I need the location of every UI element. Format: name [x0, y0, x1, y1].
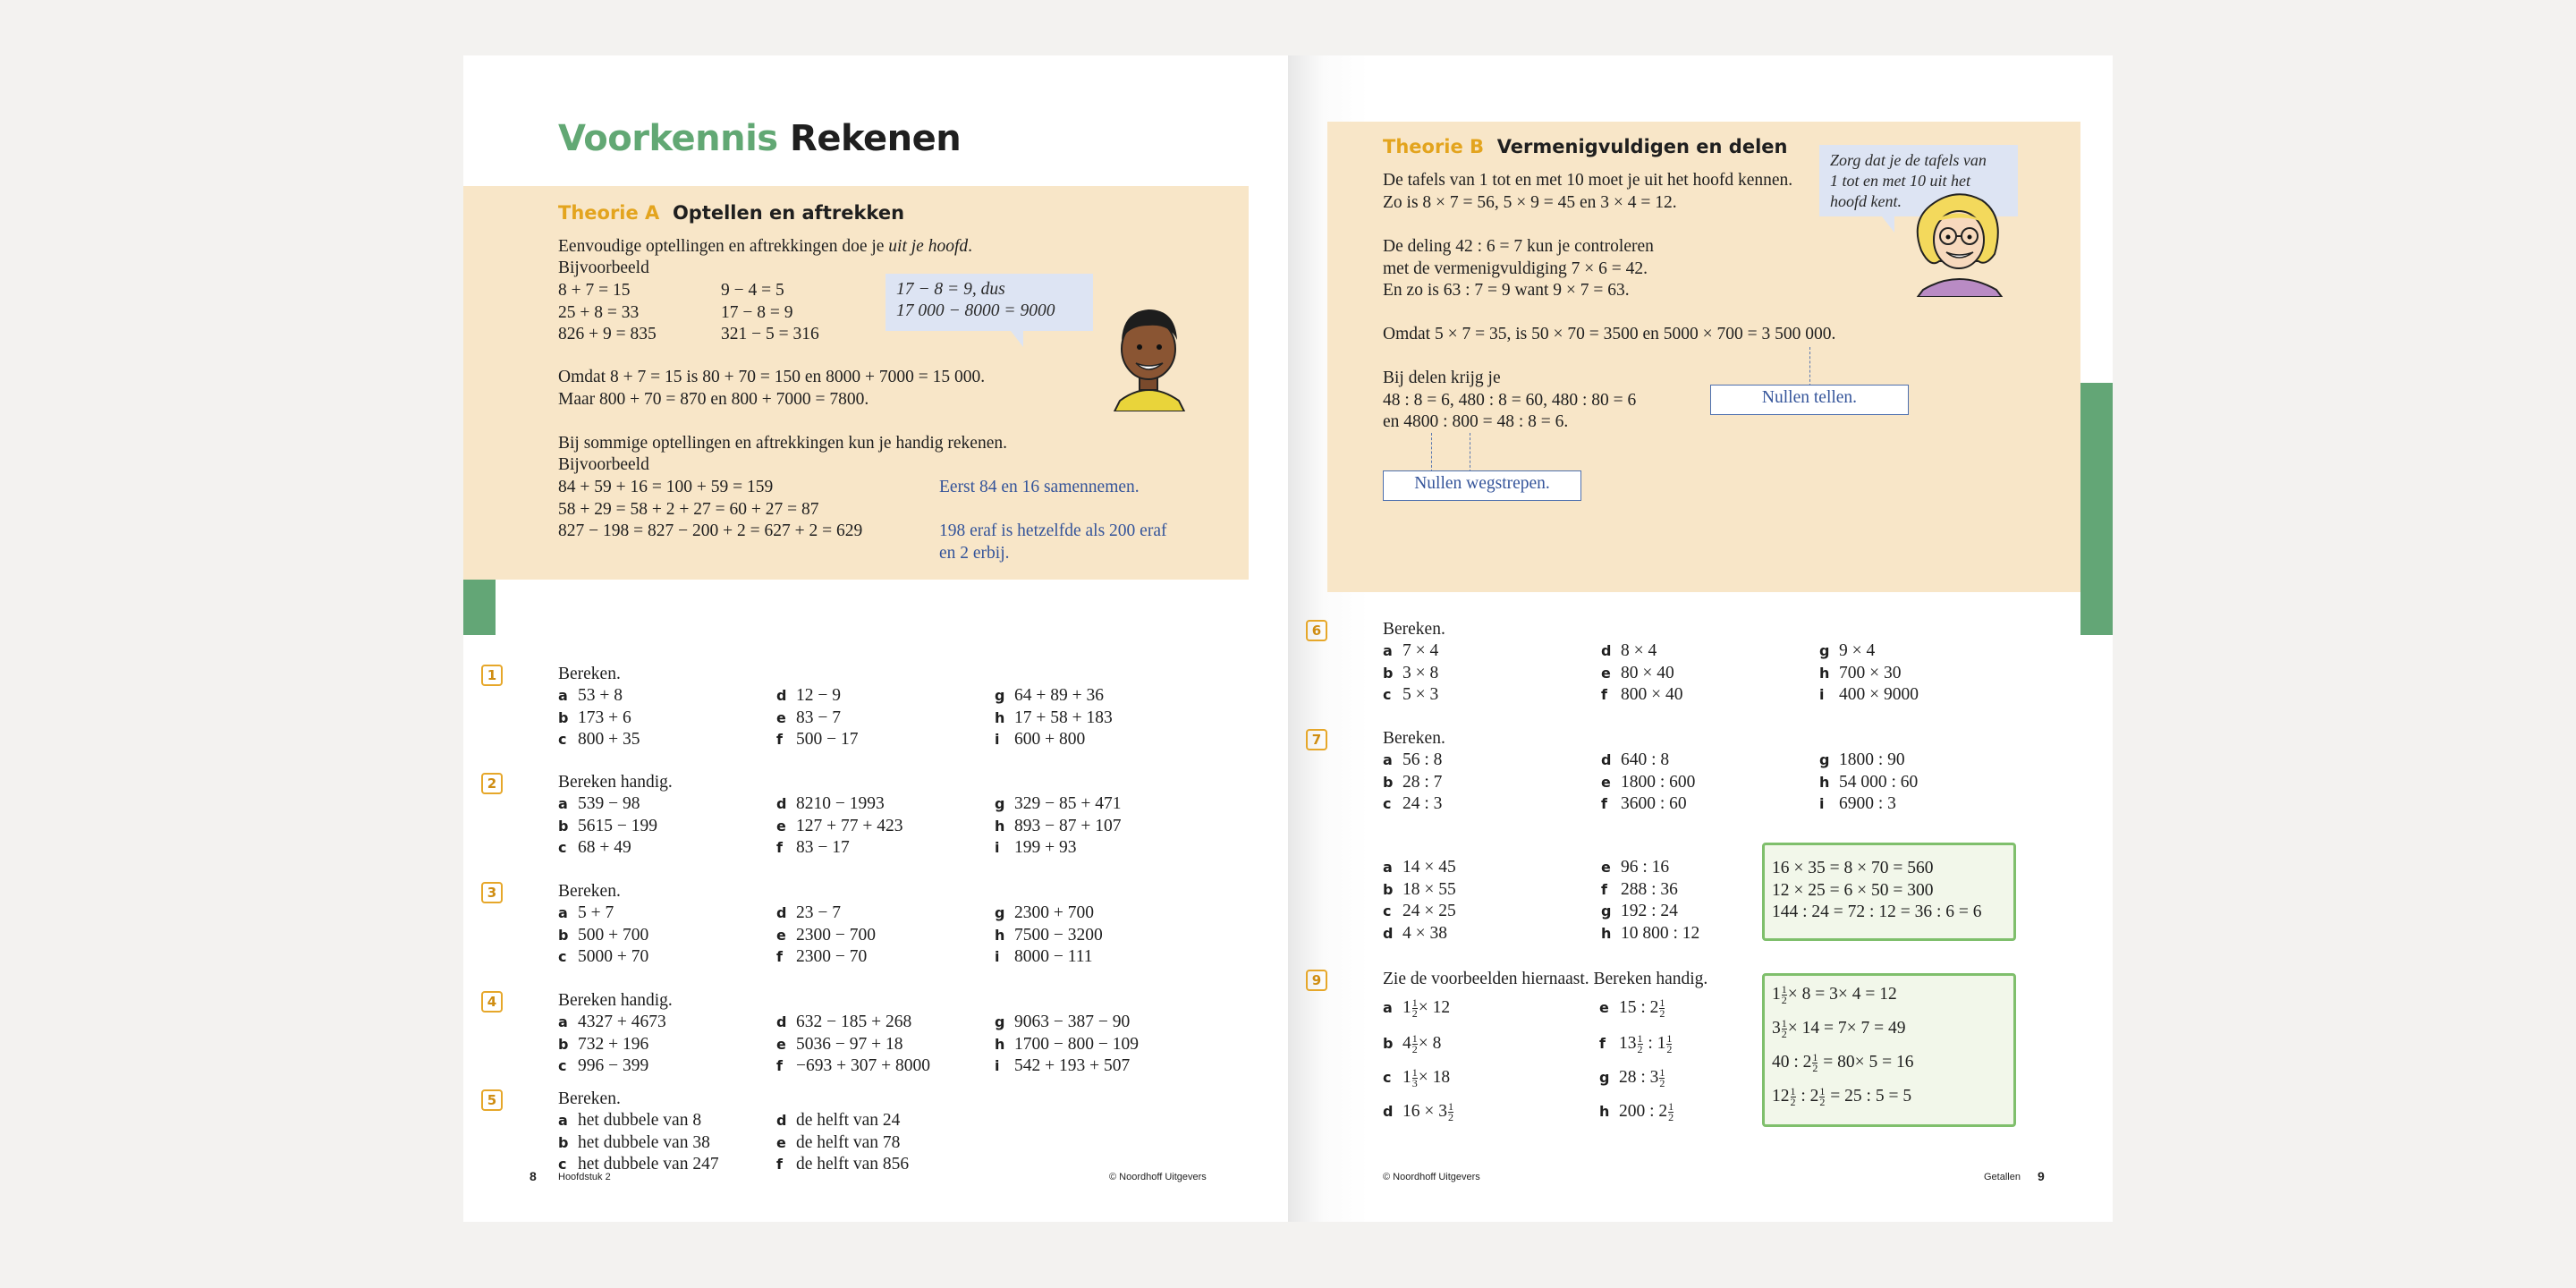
exercise-item: e 80 × 40 — [1601, 663, 1674, 682]
exercise-title: Bereken. — [558, 1089, 621, 1108]
exercise-item: d 632 − 185 + 268 — [776, 1013, 912, 1031]
footer-chapter: Hoofdstuk 2 — [558, 1172, 611, 1182]
exercise-item: i 600 + 800 — [995, 730, 1086, 749]
exercise-item: a 56 : 8 — [1383, 750, 1443, 769]
footer-chapter: Getallen — [1984, 1172, 2021, 1182]
theory-b-lines1: De tafels van 1 tot en met 10 moet je uit het hoofd kennen. Zo is 8 × 7 = 56, 5 × 9 = 45 en 3 × 4 = 12. — [1383, 171, 1793, 212]
exercise-item: e 1800 : 600 — [1601, 772, 1696, 792]
exercise-item: b 18 × 55 — [1383, 879, 1456, 899]
exercise-item: h 893 − 87 + 107 — [995, 816, 1122, 835]
footer-publisher: © Noordhoff Uitgevers — [1109, 1172, 1207, 1182]
handig-examples: 84 + 59 + 16 = 100 + 59 = 159 58 + 29 = 58 + 2 + 27 = 60 + 27 = 87 827 − 198 = 827 − 200 + 2 = 627 + 2 = 629 — [558, 478, 863, 540]
box9-line: 1 $\frac{1}{2}$ × 8 = 3× 4 = 12 — [1772, 983, 1897, 1007]
exercise-item: b 3 × 8 — [1383, 663, 1439, 682]
exercise-item: d 8210 − 1993 — [776, 794, 885, 813]
exercise-item: b 28 : 7 — [1383, 772, 1443, 792]
exercise-item: c 996 − 399 — [558, 1056, 649, 1075]
ex9-item-h: h 200 : 2 $\frac{1}{2}$ — [1599, 1100, 1674, 1124]
left-page — [463, 55, 1288, 1222]
exercise-item: g 2300 + 700 — [995, 903, 1094, 922]
exercise-item: a 539 − 98 — [558, 794, 640, 813]
girl-illustration-icon — [1903, 186, 2016, 297]
ex9-item-a: a 1 $\frac{1}{2}$ × 12 — [1383, 996, 1451, 1021]
exercise-item: h 10 800 : 12 — [1601, 923, 1700, 943]
theory-a-heading: Theorie A Optellen en aftrekken — [558, 202, 905, 224]
page-number: 9 — [2038, 1169, 2045, 1183]
exercise-item: e de helft van 78 — [776, 1132, 901, 1152]
exercise-item: d 640 : 8 — [1601, 750, 1670, 769]
exercise-item: g 64 + 89 + 36 — [995, 686, 1104, 705]
exercise-item: f 83 − 17 — [776, 838, 850, 857]
box9-line: 12 $\frac{1}{2}$ : 2 $\frac{1}{2}$ = 25 : 5 = 5 — [1772, 1085, 1912, 1109]
exercise-item: i 400 × 9000 — [1819, 685, 1919, 704]
exercise-item: d 23 − 7 — [776, 903, 841, 922]
exercise-number: 1 — [481, 665, 503, 686]
exercise-item: e 96 : 16 — [1601, 858, 1670, 877]
exercise-item: d 4 × 38 — [1383, 923, 1447, 943]
callout-nullen-tellen: Nullen tellen. — [1710, 385, 1909, 415]
exercise-title: Bereken. — [1383, 729, 1445, 748]
footer-publisher: © Noordhoff Uitgevers — [1383, 1172, 1480, 1182]
ex9-item-f: f 13 $\frac{1}{2}$ : 1 $\frac{1}{2}$ — [1599, 1032, 1673, 1056]
exercise-item: g 329 − 85 + 471 — [995, 794, 1122, 813]
page-title: Voorkennis Rekenen — [558, 118, 962, 159]
exercise-title: Bereken handig. — [558, 773, 673, 792]
example-label: Bijvoorbeeld — [558, 258, 649, 277]
dashed-line — [1431, 433, 1432, 472]
exercise-item: d 8 × 4 — [1601, 641, 1657, 660]
ex9-item-b: b 4 $\frac{1}{2}$ × 8 — [1383, 1032, 1442, 1056]
exercise-item: i 199 + 93 — [995, 838, 1077, 857]
exercise-item: f 500 − 17 — [776, 730, 859, 749]
exercise-number: 7 — [1306, 729, 1327, 750]
exercise-number: 5 — [481, 1089, 503, 1111]
exercise-item: c 24 × 25 — [1383, 902, 1456, 920]
ex9-item-g: g 28 : 3 $\frac{1}{2}$ — [1599, 1066, 1665, 1090]
exercise-item: a 5 + 7 — [558, 903, 614, 922]
exercise-number: 4 — [481, 991, 503, 1013]
exercise-title: Bereken handig. — [558, 991, 673, 1010]
exercise-item: h 1700 − 800 − 109 — [995, 1034, 1139, 1054]
exercise-title: Bereken. — [558, 665, 621, 683]
exercise-item: i 542 + 193 + 507 — [995, 1056, 1131, 1075]
boy-illustration-icon — [1104, 293, 1193, 411]
right-page — [1288, 55, 2113, 1222]
exercise-number: 6 — [1306, 620, 1327, 641]
example-box-9 — [1762, 973, 2016, 1127]
speech-bubble: 17 − 8 = 9, dus 17 000 − 8000 = 9000 — [886, 274, 1093, 331]
exercise-item: g 192 : 24 — [1601, 902, 1678, 920]
example-col1: 8 + 7 = 15 25 + 8 = 33 826 + 9 = 835 — [558, 281, 657, 343]
exercise-item: e 2300 − 700 — [776, 925, 876, 945]
exercise-item: b 500 + 700 — [558, 925, 649, 945]
exercise-title: Bereken. — [1383, 620, 1445, 639]
exercise-item: a 53 + 8 — [558, 686, 623, 705]
exercise-item: h 17 + 58 + 183 — [995, 708, 1113, 727]
exercise-item: h 7500 − 3200 — [995, 925, 1103, 945]
theory-b-heading: Theorie B Vermenigvuldigen en delen — [1383, 136, 1788, 157]
exercise-item: b 173 + 6 — [558, 708, 631, 727]
example-box-8: 16 × 35 = 8 × 70 = 560 12 × 25 = 6 × 50 = 300 144 : 24 = 72 : 12 = 36 : 6 = 6 — [1762, 843, 2016, 941]
exercise-item: f 3600 : 60 — [1601, 794, 1687, 813]
exercise-item: f 2300 − 70 — [776, 947, 868, 966]
ex9-item-c: c 1 $\frac{1}{3}$ × 18 — [1383, 1066, 1451, 1090]
exercise-item: e 83 − 7 — [776, 708, 841, 727]
exercise-item: c het dubbele van 247 — [558, 1155, 719, 1174]
exercise-item: c 24 : 3 — [1383, 794, 1443, 813]
exercise-item: i 8000 − 111 — [995, 947, 1093, 966]
exercise-number: 2 — [481, 773, 503, 794]
exercise-item: a 4327 + 4673 — [558, 1013, 666, 1031]
exercise-title: Bereken. — [558, 882, 621, 901]
exercise-item: d 12 − 9 — [776, 686, 841, 705]
speech-bubble: Zorg dat je de tafels van 1 tot en met 10 uit het hoofd kent. — [1819, 145, 2018, 216]
note-eraf: 198 eraf is hetzelfde als 200 eraf en 2 erbij. — [939, 521, 1167, 563]
example-label-2: Bijvoorbeeld — [558, 455, 649, 474]
exercise-title: Zie de voorbeelden hiernaast. Bereken handig. — [1383, 970, 1708, 988]
theory-b-lines4: Bij delen krijg je 48 : 8 = 6, 480 : 8 = 60, 480 : 80 = 6 en 4800 : 800 = 48 : 8 = 6. — [1383, 369, 1637, 431]
exercise-item: c 5000 + 70 — [558, 947, 649, 966]
green-tab — [2080, 383, 2113, 635]
theory-a-para3: Bij sommige optellingen en aftrekkingen kun je handig rekenen. — [558, 434, 1007, 453]
exercise-item: c 68 + 49 — [558, 838, 631, 857]
box9-line: 40 : 2 $\frac{1}{2}$ = 80× 5 = 16 — [1772, 1051, 1914, 1075]
exercise-item: g 1800 : 90 — [1819, 750, 1905, 769]
box9-line: 3 $\frac{1}{2}$ × 14 = 7× 7 = 49 — [1772, 1017, 1906, 1041]
exercise-number: 3 — [481, 882, 503, 903]
exercise-item: a 14 × 45 — [1383, 858, 1456, 877]
exercise-item: f −693 + 307 + 8000 — [776, 1056, 930, 1075]
exercise-item: g 9 × 4 — [1819, 641, 1876, 660]
note-samennemen: Eerst 84 en 16 samennemen. — [939, 478, 1140, 496]
ex9-item-e: e 15 : 2 $\frac{1}{2}$ — [1599, 996, 1665, 1021]
callout-nullen-wegstrepen: Nullen wegstrepen. — [1383, 470, 1581, 501]
exercise-number: 9 — [1306, 970, 1327, 991]
exercise-item: a het dubbele van 8 — [558, 1111, 702, 1130]
ex9-item-d: d 16 × 3 $\frac{1}{2}$ — [1383, 1100, 1453, 1124]
exercise-item: f de helft van 856 — [776, 1155, 910, 1174]
exercise-item: i 6900 : 3 — [1819, 794, 1896, 813]
exercise-item: a 7 × 4 — [1383, 641, 1439, 660]
exercise-item: h 700 × 30 — [1819, 663, 1902, 682]
exercise-item: b 5615 − 199 — [558, 816, 657, 835]
exercise-item: g 9063 − 387 − 90 — [995, 1013, 1131, 1031]
theory-b-lines2: De deling 42 : 6 = 7 kun je controleren met de vermenigvuldiging 7 × 6 = 42. En zo is 63 : 7 = 9 want 9 × 7 = 63. — [1383, 237, 1654, 300]
exercise-item: b het dubbele van 38 — [558, 1132, 710, 1152]
theory-a-para2: Omdat 8 + 7 = 15 is 80 + 70 = 150 en 8000 + 7000 = 15 000. Maar 800 + 70 = 870 en 800 + 7000 = 7800. — [558, 368, 986, 409]
page-number: 8 — [530, 1169, 537, 1183]
theory-b-line3: Omdat 5 × 7 = 35, is 50 × 70 = 3500 en 5000 × 700 = 3 500 000. — [1383, 325, 1836, 343]
theory-a-intro: Eenvoudige optellingen en aftrekkingen doe je uit je hoofd. — [558, 237, 972, 256]
exercise-item: b 732 + 196 — [558, 1034, 649, 1054]
exercise-item: e 127 + 77 + 423 — [776, 816, 903, 835]
exercise-item: f 800 × 40 — [1601, 685, 1683, 704]
exercise-item: h 54 000 : 60 — [1819, 772, 1919, 792]
dashed-line — [1809, 347, 1810, 386]
exercise-item: c 5 × 3 — [1383, 685, 1439, 704]
exercise-item: f 288 : 36 — [1601, 879, 1678, 899]
exercise-item: c 800 + 35 — [558, 730, 640, 749]
example-col2: 9 − 4 = 5 17 − 8 = 9 321 − 5 = 316 — [721, 281, 819, 343]
exercise-item: d de helft van 24 — [776, 1111, 901, 1130]
exercise-item: e 5036 − 97 + 18 — [776, 1034, 903, 1054]
